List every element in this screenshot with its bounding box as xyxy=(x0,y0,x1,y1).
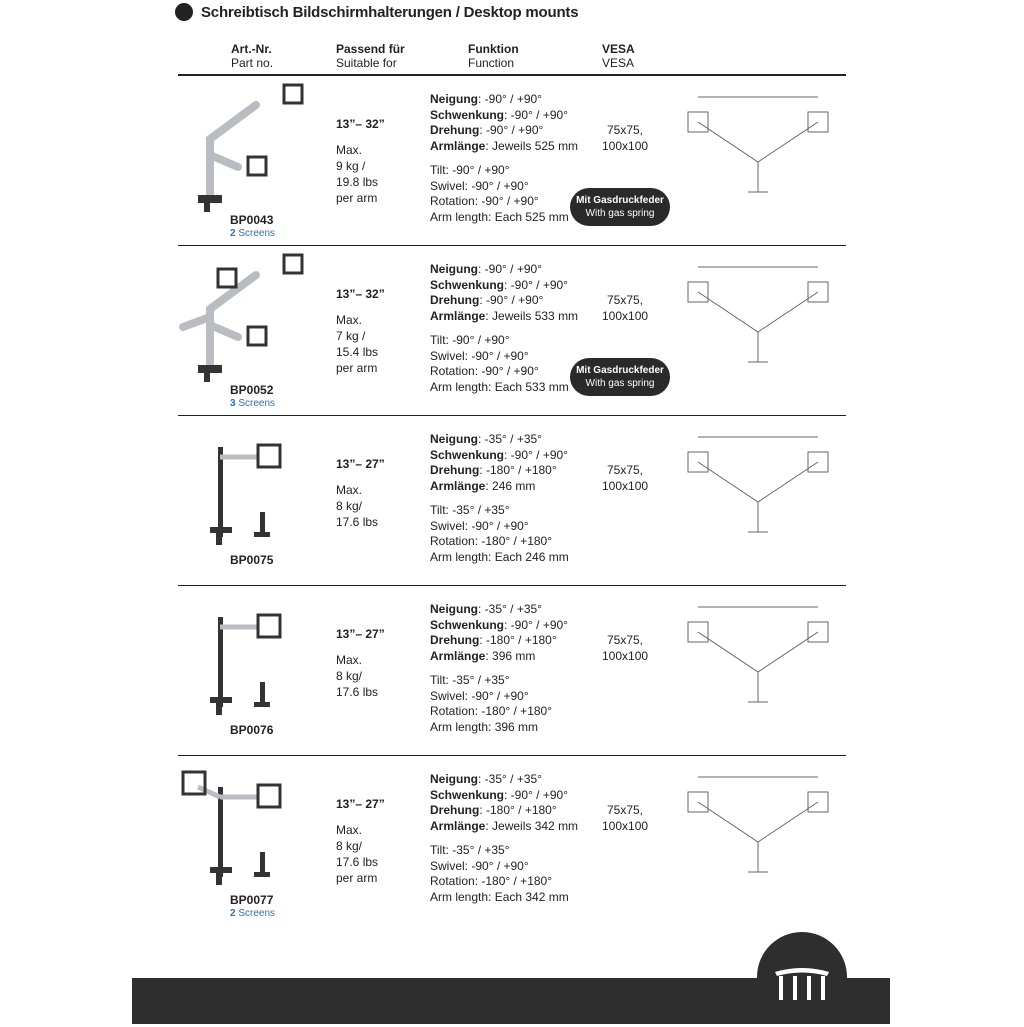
function-en-line: Arm length: Each 525 mm xyxy=(430,209,569,224)
suitable-for xyxy=(336,286,385,376)
column-suit-de: Passend für xyxy=(336,42,405,56)
screen-count-word: Screens xyxy=(238,398,276,409)
part-number: BP0052 xyxy=(230,383,274,397)
max-load-line: Max. xyxy=(336,823,363,837)
vesa-size: 100x100 xyxy=(602,819,649,833)
screen-count-word: Screens xyxy=(238,908,276,919)
function-de-line xyxy=(430,108,578,124)
function-de-value: : -90° / +90° xyxy=(504,447,568,462)
function-de-value: : 246 mm xyxy=(485,478,536,493)
page-title: Schreibtisch Bildschirmhalterungen / Desktop mounts xyxy=(201,3,579,21)
function-de-label: Armlänge xyxy=(430,478,486,493)
max-load-line: Max. xyxy=(336,483,363,497)
function-list xyxy=(430,432,569,565)
function-de-label: Schwenkung xyxy=(430,277,505,292)
product-row xyxy=(178,417,846,587)
function-de-label: Neigung xyxy=(430,772,478,786)
max-load-line: 9 kg / xyxy=(336,159,366,173)
badge-subtitle: With gas spring xyxy=(585,378,655,389)
function-de-label: Drehung xyxy=(430,463,480,477)
function-en-line: Rotation: -90° / +90° xyxy=(430,364,539,378)
column-part-de: Art.-Nr. xyxy=(231,42,272,56)
function-de-label: Drehung xyxy=(430,803,480,817)
suitable-for xyxy=(336,116,385,206)
function-de-line xyxy=(430,602,568,618)
function-en-line: Swivel: -90° / +90° xyxy=(430,178,529,193)
function-de-line xyxy=(430,788,578,804)
function-de-label: Schwenkung xyxy=(430,617,505,632)
max-load-line: per arm xyxy=(336,361,378,375)
column-func-de: Funktion xyxy=(468,42,519,56)
function-de-value: : -90° / +90° xyxy=(504,277,568,292)
function-de-label: Neigung xyxy=(430,602,478,616)
function-de-line xyxy=(430,262,578,278)
function-de-value: : -90° / +90° xyxy=(479,293,544,307)
vesa-size: 100x100 xyxy=(602,139,649,153)
function-de-value: : Jeweils 525 mm xyxy=(485,138,579,153)
function-de-line xyxy=(430,803,578,819)
function-de-line xyxy=(430,123,578,139)
column-header-suitable xyxy=(336,42,405,70)
badge-title: Mit Gasdruckfeder xyxy=(576,365,664,376)
product-row xyxy=(178,77,846,247)
function-en-line: Tilt: -35° / +35° xyxy=(430,673,510,687)
screen-count xyxy=(230,228,275,239)
vesa-sizes xyxy=(602,802,648,834)
technical-drawing xyxy=(678,82,838,202)
function-en-line: Arm length: Each 533 mm xyxy=(430,379,569,394)
function-en-line: Rotation: -180° / +180° xyxy=(430,534,553,548)
screen-count xyxy=(230,398,275,409)
technical-drawing xyxy=(678,252,838,372)
vesa-size: 75x75, xyxy=(606,293,644,307)
function-de-label: Neigung xyxy=(430,432,478,446)
function-en-line: Rotation: -180° / +180° xyxy=(430,874,553,888)
function-de-label: Drehung xyxy=(430,123,480,137)
function-en-line: Rotation: -90° / +90° xyxy=(430,194,539,208)
function-de-line xyxy=(430,432,569,448)
function-en-line: Swivel: -90° / +90° xyxy=(430,858,529,873)
function-en-line: Tilt: -35° / +35° xyxy=(430,503,510,517)
function-en-line: Arm length: 396 mm xyxy=(430,719,539,734)
part-number: BP0076 xyxy=(230,723,274,737)
function-list xyxy=(430,92,578,225)
function-de-line xyxy=(430,479,569,495)
function-de-value: : -90° / +90° xyxy=(504,107,568,122)
circle-bullet-icon xyxy=(175,3,193,21)
function-de-label: Armlänge xyxy=(430,818,486,833)
vesa-size: 100x100 xyxy=(602,649,649,663)
function-de-label: Drehung xyxy=(430,293,480,307)
function-de-label: Armlänge xyxy=(430,648,486,663)
product-row xyxy=(178,757,846,927)
function-list xyxy=(430,262,578,395)
function-de-line xyxy=(430,278,578,294)
vesa-size: 75x75, xyxy=(606,123,644,137)
badge-subtitle: With gas spring xyxy=(585,208,655,219)
function-de-line xyxy=(430,448,569,464)
max-load-line: 19.8 lbs xyxy=(336,175,379,189)
function-de-label: Schwenkung xyxy=(430,107,505,122)
max-load-line: 17.6 lbs xyxy=(336,855,379,869)
function-de-value: : -90° / +90° xyxy=(504,787,568,802)
product-image xyxy=(178,757,308,892)
vesa-sizes xyxy=(602,462,648,494)
function-de-line xyxy=(430,463,569,479)
part-number: BP0075 xyxy=(230,553,274,567)
column-func-en: Function xyxy=(468,56,515,70)
vesa-size: 75x75, xyxy=(606,463,644,477)
vesa-size: 100x100 xyxy=(602,309,649,323)
function-de-label: Armlänge xyxy=(430,138,486,153)
function-de-value: : -35° / +35° xyxy=(478,432,542,446)
vesa-size: 75x75, xyxy=(606,633,644,647)
screen-count-number: 2 xyxy=(230,228,236,239)
function-en-line: Swivel: -90° / +90° xyxy=(430,688,529,703)
max-load-line: 8 kg/ xyxy=(336,499,363,513)
product-image xyxy=(178,247,308,382)
function-de-line xyxy=(430,772,578,788)
function-de-line xyxy=(430,633,568,649)
technical-drawing xyxy=(678,592,838,712)
column-header-vesa xyxy=(602,42,635,70)
function-de-line xyxy=(430,819,578,835)
page-header xyxy=(175,2,578,22)
function-en-line: Arm length: Each 246 mm xyxy=(430,549,569,564)
function-en-line: Swivel: -90° / +90° xyxy=(430,348,529,363)
function-de-line xyxy=(430,92,578,108)
gas-spring-badge xyxy=(570,358,670,396)
function-de-line xyxy=(430,649,568,665)
max-load-line: 17.6 lbs xyxy=(336,515,379,529)
header-rule xyxy=(178,74,846,76)
function-de-label: Neigung xyxy=(430,262,478,276)
function-en-line: Tilt: -35° / +35° xyxy=(430,843,510,857)
function-list xyxy=(430,772,578,905)
function-de-line xyxy=(430,139,578,155)
function-list xyxy=(430,602,568,735)
function-de-value: : Jeweils 533 mm xyxy=(485,308,579,323)
vesa-size: 75x75, xyxy=(606,803,644,817)
vesa-sizes xyxy=(602,292,648,324)
screen-count-number: 3 xyxy=(230,398,236,409)
product-row xyxy=(178,587,846,757)
function-de-value: : 396 mm xyxy=(485,648,536,663)
max-load-line: Max. xyxy=(336,313,363,327)
max-load-line: Max. xyxy=(336,653,363,667)
max-load-line: 17.6 lbs xyxy=(336,685,379,699)
column-header-part xyxy=(231,42,273,70)
screen-size: 13”– 27” xyxy=(336,627,385,641)
function-de-label: Schwenkung xyxy=(430,447,505,462)
max-load-line: 8 kg/ xyxy=(336,839,363,853)
function-de-value: : -180° / +180° xyxy=(479,633,557,647)
badge-title: Mit Gasdruckfeder xyxy=(576,195,664,206)
function-de-line xyxy=(430,309,578,325)
technical-drawing xyxy=(678,422,838,542)
screen-size: 13”– 27” xyxy=(336,457,385,471)
technical-drawing xyxy=(678,762,838,882)
max-load-line: 8 kg/ xyxy=(336,669,363,683)
function-en-line: Arm length: Each 342 mm xyxy=(430,889,569,904)
function-de-value: : -90° / +90° xyxy=(478,262,542,276)
max-load-line: per arm xyxy=(336,871,378,885)
screen-count-number: 2 xyxy=(230,908,236,919)
footer-badge xyxy=(757,932,847,1022)
function-en-line: Rotation: -180° / +180° xyxy=(430,704,553,718)
suitable-for xyxy=(336,456,385,530)
max-load-line: Max. xyxy=(336,143,363,157)
function-de-label: Schwenkung xyxy=(430,787,505,802)
max-load-line: 15.4 lbs xyxy=(336,345,379,359)
suitable-for xyxy=(336,796,385,886)
function-de-value: : -90° / +90° xyxy=(478,92,542,106)
gas-spring-badge xyxy=(570,188,670,226)
column-vesa-de: VESA xyxy=(602,42,635,56)
product-row xyxy=(178,247,846,417)
function-en-line: Swivel: -90° / +90° xyxy=(430,518,529,533)
vesa-sizes xyxy=(602,632,648,664)
screen-size: 13”– 27” xyxy=(336,797,385,811)
function-en-line: Tilt: -90° / +90° xyxy=(430,333,510,347)
suitable-for xyxy=(336,626,385,700)
desk-icon xyxy=(757,932,847,1022)
function-de-value: : Jeweils 342 mm xyxy=(485,818,579,833)
column-header-function xyxy=(468,42,519,70)
part-number: BP0077 xyxy=(230,893,274,907)
column-suit-en: Suitable for xyxy=(336,56,397,70)
screen-size: 13”– 32” xyxy=(336,117,385,131)
vesa-size: 100x100 xyxy=(602,479,649,493)
vesa-sizes xyxy=(602,122,648,154)
function-de-label: Drehung xyxy=(430,633,480,647)
function-en-line: Tilt: -90° / +90° xyxy=(430,163,510,177)
function-de-value: : -90° / +90° xyxy=(504,617,568,632)
screen-count xyxy=(230,908,275,919)
screen-size: 13”– 32” xyxy=(336,287,385,301)
function-de-value: : -90° / +90° xyxy=(479,123,544,137)
product-image xyxy=(178,587,308,722)
product-image xyxy=(178,417,308,552)
function-de-value: : -180° / +180° xyxy=(479,463,557,477)
function-de-line xyxy=(430,293,578,309)
part-number: BP0043 xyxy=(230,213,274,227)
function-de-label: Neigung xyxy=(430,92,478,106)
max-load-line: 7 kg / xyxy=(336,329,366,343)
screen-count-word: Screens xyxy=(238,228,276,239)
function-de-line xyxy=(430,618,568,634)
function-de-value: : -180° / +180° xyxy=(479,803,557,817)
column-vesa-en: VESA xyxy=(602,56,635,70)
function-de-value: : -35° / +35° xyxy=(478,772,542,786)
column-part-en: Part no. xyxy=(231,56,274,70)
function-de-value: : -35° / +35° xyxy=(478,602,542,616)
product-image xyxy=(178,77,308,212)
max-load-line: per arm xyxy=(336,191,378,205)
function-de-label: Armlänge xyxy=(430,308,486,323)
